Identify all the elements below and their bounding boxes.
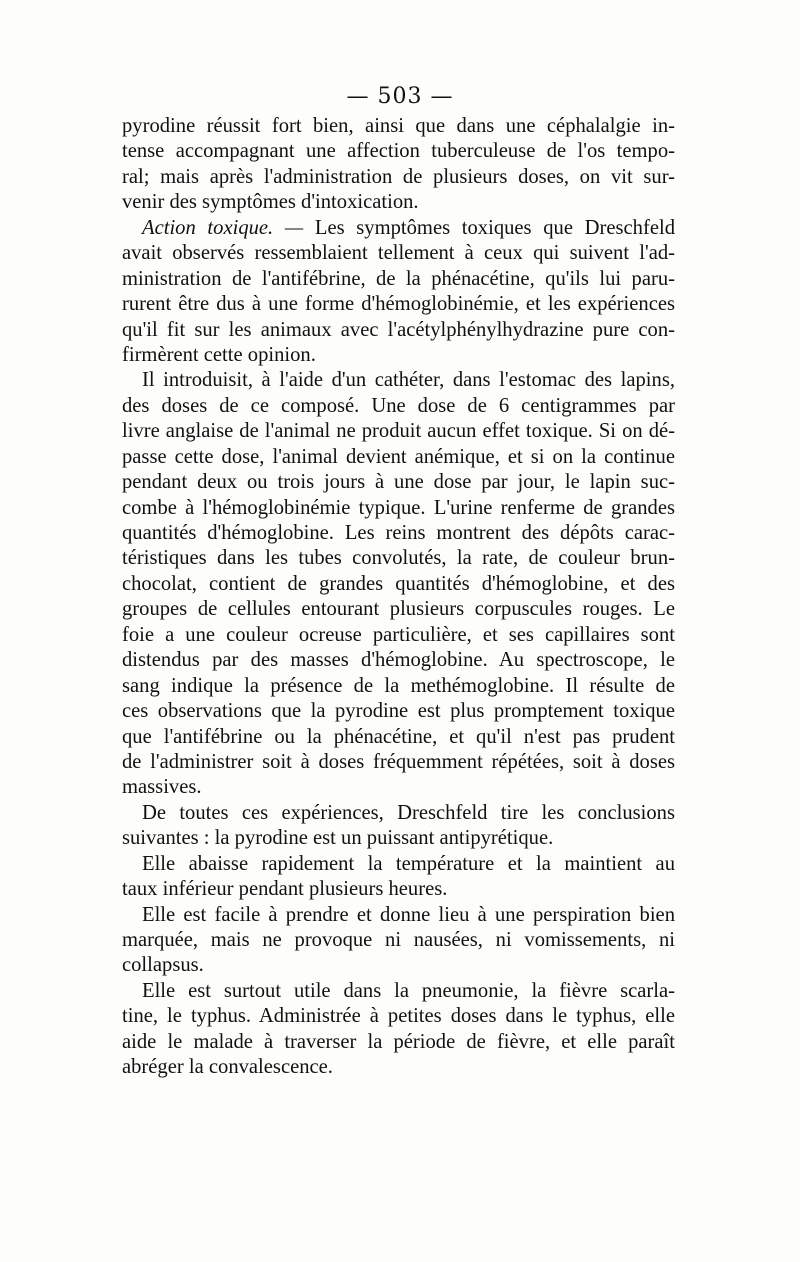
text-line: aide le malade à traverser la période de fièvre, et elle paraît	[122, 1030, 675, 1053]
text-line: tine, le typhus. Administrée à petites doses dans le typhus, elle	[122, 1005, 675, 1028]
text-line: de l'administrer soit à doses fréquemment répétées, soit à doses	[122, 750, 675, 773]
text-line: passe cette dose, l'animal devient anémique, et si on la continue	[122, 445, 675, 468]
text-line: massives.	[122, 776, 202, 799]
text-line: collapsus.	[122, 954, 204, 977]
text-line: sang indique la présence de la methémoglobine. Il résulte de	[122, 674, 675, 697]
text-line: suivantes : la pyrodine est un puissant antipyrétique.	[122, 827, 554, 850]
text-line: avait observés ressemblaient tellement à ceux qui suivent l'ad-	[122, 242, 675, 265]
text-line: rurent être dus à une forme d'hémoglobinémie, et les expériences	[122, 293, 675, 316]
text-line: des doses de ce composé. Une dose de 6 centigrammes par	[122, 394, 675, 417]
section-heading: Action toxique. —	[142, 216, 315, 239]
text-line: livre anglaise de l'animal ne produit aucun effet toxique. Si on dé-	[122, 420, 675, 443]
text-line: combe à l'hémoglobinémie typique. L'urine renferme de grandes	[122, 496, 675, 519]
text-line-action-toxique	[122, 216, 675, 241]
text-line: tense accompagnant une affection tuberculeuse de l'os tempo-	[122, 140, 675, 163]
text-line: pendant deux ou trois jours à une dose par jour, le lapin suc-	[122, 471, 675, 494]
text-line: ces observations que la pyrodine est plus promptement toxique	[122, 700, 675, 723]
text-line: quantités d'hémoglobine. Les reins montrent des dépôts carac-	[122, 522, 675, 544]
text-line: qu'il fit sur les animaux avec l'acétylphénylhydrazine pure con-	[122, 318, 675, 341]
text-line: foie a une couleur ocreuse particulière, et ses capillaires sont	[122, 623, 675, 646]
text-line: firmèrent cette opinion.	[122, 343, 316, 366]
body-text	[122, 114, 675, 1081]
text-line: chocolat, contient de grandes quantités d'hémoglobine, et des	[122, 572, 675, 595]
text-line: De toutes ces expériences, Dreschfeld tire les conclusions	[142, 801, 675, 824]
text-line: venir des symptômes d'intoxication.	[122, 191, 419, 214]
text-line: pyrodine réussit fort bien, ainsi que dans une céphalalgie in-	[122, 115, 675, 137]
text-line: Elle est surtout utile dans la pneumonie, la fièvre scarla-	[142, 979, 675, 1002]
text-line: ministration de l'antifébrine, de la phénacétine, qu'ils lui paru-	[122, 267, 675, 290]
text-fragment: Les symptômes toxiques que Dreschfeld	[314, 216, 675, 239]
page-number: — 503 —	[346, 84, 454, 109]
text-line: distendus par des masses d'hémoglobine. Au spectroscope, le	[122, 649, 675, 672]
text-line: taux inférieur pendant plusieurs heures.	[122, 878, 448, 901]
text-line: Elle abaisse rapidement la température et la maintient au	[142, 852, 675, 875]
text-line: Il introduisit, à l'aide d'un cathéter, dans l'estomac des lapins,	[142, 369, 675, 392]
text-line: ral; mais après l'administration de plusieurs doses, on vit sur-	[122, 165, 675, 188]
text-line: marquée, mais ne provoque ni nausées, ni vomissements, ni	[122, 929, 675, 951]
text-line: Elle est facile à prendre et donne lieu à une perspiration bien	[142, 903, 675, 926]
text-line: que l'antifébrine ou la phénacétine, et qu'il n'est pas prudent	[122, 725, 675, 748]
text-line: groupes de cellules entourant plusieurs corpuscules rouges. Le	[122, 598, 675, 621]
text-line: abréger la convalescence.	[122, 1056, 333, 1079]
text-line: téristiques dans les tubes convolutés, la rate, de couleur brun-	[122, 547, 675, 570]
